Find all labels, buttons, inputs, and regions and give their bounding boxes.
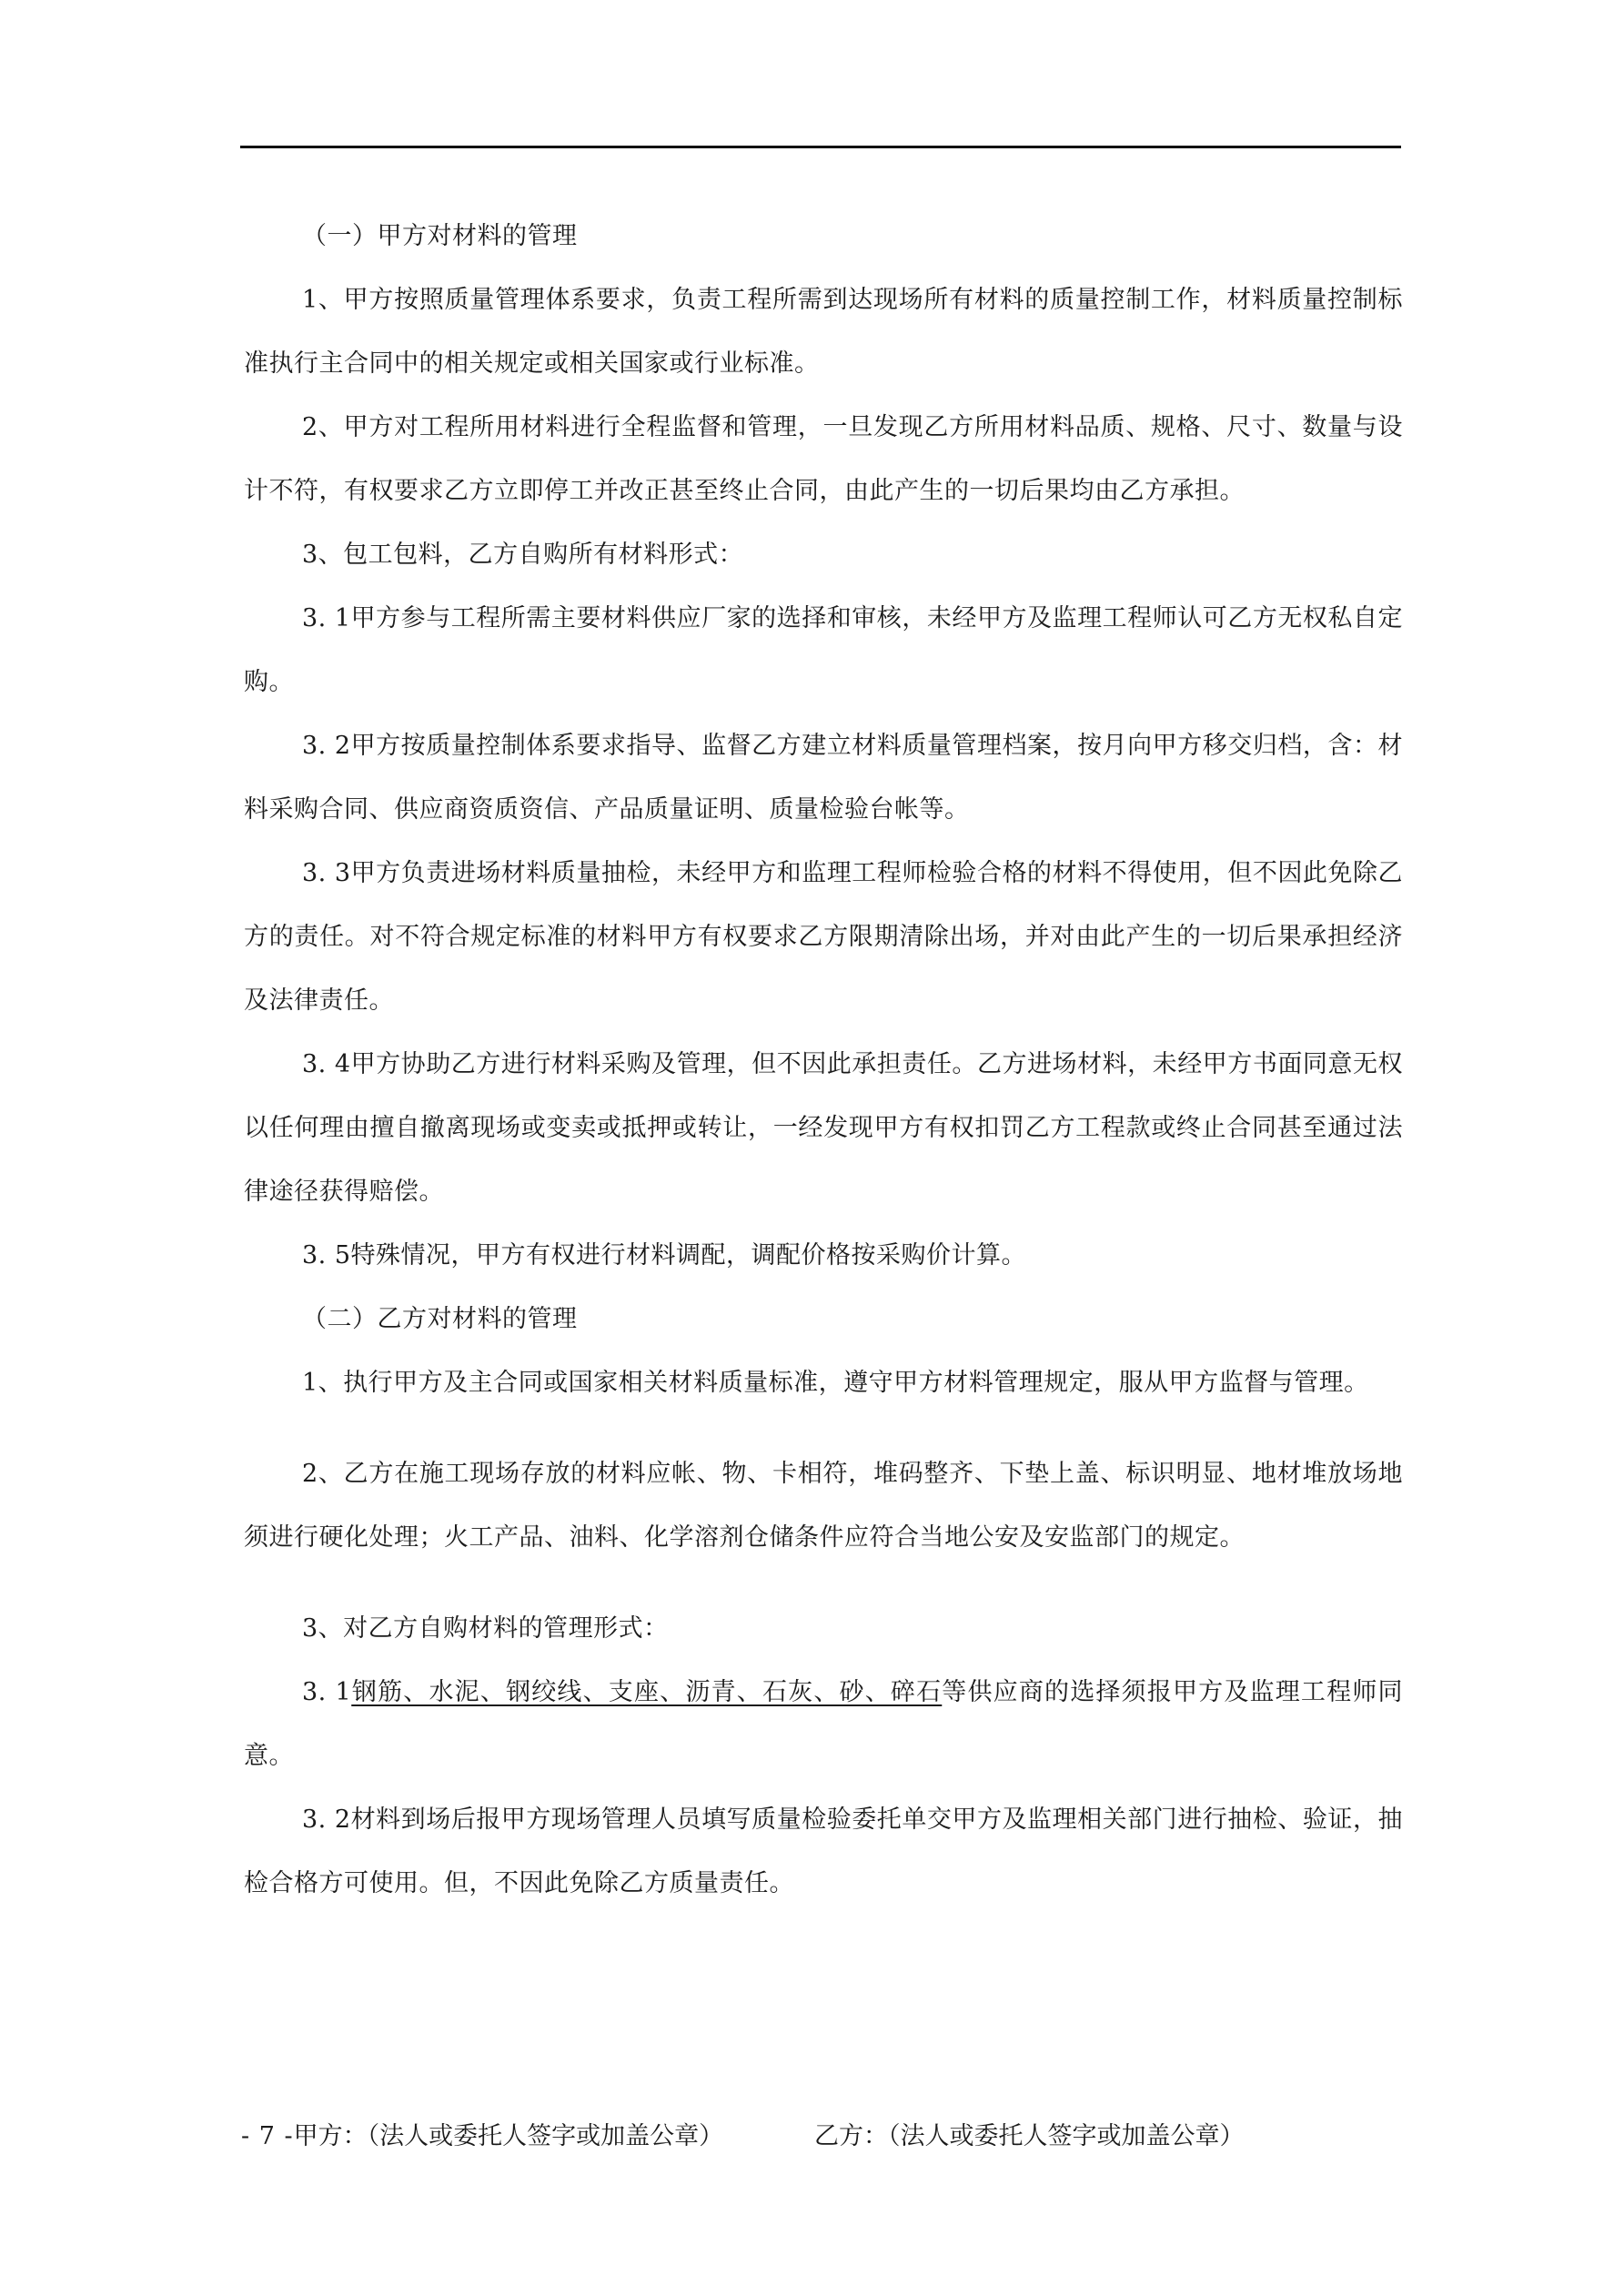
spacer — [244, 1570, 1403, 1597]
section-2-item-3-2: 3. 2材料到场后报甲方现场管理人员填写质量检验委托单交甲方及监理相关部门进行抽检、验证，抽检合格方可使用。但，不因此免除乙方质量责任。 — [244, 1805, 1403, 1897]
document-body — [244, 205, 1403, 1916]
party-a-signature-label: 甲方：（法人或委托人签字或加盖公章） — [293, 2122, 724, 2150]
section-2-heading: （二）乙方对材料的管理 — [302, 1305, 578, 1333]
section-1-heading: （一）甲方对材料的管理 — [302, 222, 578, 250]
section-1-item-3-5: 3. 5特殊情况，甲方有权进行材料调配，调配价格按采购价计算。 — [302, 1241, 1027, 1269]
page-footer — [241, 2116, 1402, 2152]
section-1-item-3: 3、包工包料，乙方自购所有材料形式： — [302, 541, 744, 569]
item-3-1-prefix: 3. 1 — [302, 1678, 352, 1706]
page-number: - 7 - — [241, 2122, 294, 2150]
materials-underlined-text: 钢筋、水泥、钢绞线、支座、沥青、石灰、砂、碎石 — [351, 1678, 943, 1706]
section-2-item-1: 1、执行甲方及主合同或国家相关材料质量标准，遵守甲方材料管理规定，服从甲方监督与管理。 — [302, 1369, 1369, 1397]
header-rule — [240, 146, 1401, 148]
section-1-item-3-4: 3. 4甲方协助乙方进行材料采购及管理，但不因此承担责任。乙方进场材料，未经甲方书面同意无权以任何理由擅自撤离现场或变卖或抵押或转让，一经发现甲方有权扣罚乙方工程款或终止合同甚至通过法律途径获得赔偿。 — [244, 1050, 1403, 1206]
party-b-signature-label: 乙方：（法人或委托人签字或加盖公章） — [814, 2122, 1245, 2150]
section-1-item-3-3: 3. 3甲方负责进场材料质量抽检，未经甲方和监理工程师检验合格的材料不得使用，但不因此免除乙方的责任。对不符合规定标准的材料甲方有权要求乙方限期清除出场，并对由此产生的一切后果承担经济及法律责任。 — [244, 859, 1403, 1015]
spacer — [244, 1415, 1403, 1442]
section-1-item-3-1: 3. 1甲方参与工程所需主要材料供应厂家的选择和审核，未经甲方及监理工程师认可乙方无权私自定购。 — [244, 604, 1403, 696]
item-3-1-suffix: 等供应商的选择须报甲方及监理工程师同意。 — [244, 1678, 1404, 1770]
section-1-item-1: 1、甲方按照质量管理体系要求，负责工程所需到达现场所有材料的质量控制工作，材料质量控制标准执行主合同中的相关规定或相关国家或行业标准。 — [244, 286, 1403, 378]
section-2-item-3-1 — [244, 1661, 1403, 1788]
section-2-item-2: 2、乙方在施工现场存放的材料应帐、物、卡相符，堆码整齐、下垫上盖、标识明显、地材堆放场地须进行硬化处理；火工产品、油料、化学溶剂仓储条件应符合当地公安及安监部门的规定。 — [244, 1460, 1403, 1552]
footer-left — [241, 2116, 723, 2151]
section-2-item-3: 3、对乙方自购材料的管理形式： — [302, 1614, 669, 1643]
section-1-item-3-2: 3. 2甲方按质量控制体系要求指导、监督乙方建立材料质量管理档案，按月向甲方移交归档，含：材料采购合同、供应商资质资信、产品质量证明、质量检验台帐等。 — [244, 732, 1403, 824]
section-1-item-2: 2、甲方对工程所用材料进行全程监督和管理，一旦发现乙方所用材料品质、规格、尺寸、数量与设计不符，有权要求乙方立即停工并改正甚至终止合同，由此产生的一切后果均由乙方承担。 — [244, 413, 1403, 505]
